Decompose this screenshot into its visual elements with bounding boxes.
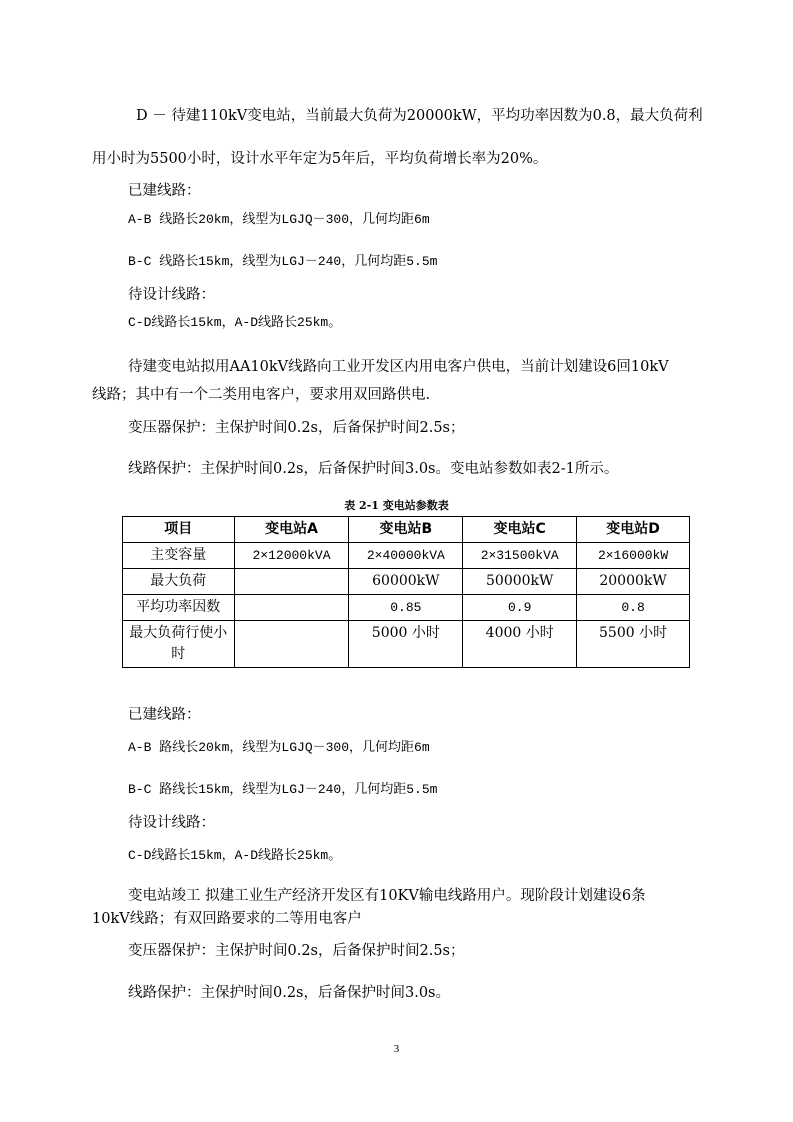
line-bc-2: B-C 路线长15km，线型为LGJ－240，几何均距5.5m [128,782,438,797]
table-row [123,569,690,595]
line-cd-ad: C-D线路长15km，A-D线路长25km。 [128,315,342,330]
heading-design-lines-2: 待设计线路： [128,815,215,831]
heading-built-lines-2: 已建线路： [128,707,201,723]
table-cell: 2×40000kVA [349,543,463,569]
table-cell: 5000 小时 [349,621,463,668]
line-ab: A-B 线路长20km，线型为LGJQ－300，几何均距6m [128,212,430,227]
table-cell [234,621,349,668]
paragraph-substation-completion: 变电站竣工 拟建工业生产经济开发区有10KV输电线路用户。现阶段计划建设6条 [128,888,646,904]
table-row [123,595,690,621]
table-caption: 表 2-1 变电站参数表 [344,499,449,512]
table-cell: 0.8 [577,595,690,621]
line-ab-2: A-B 路线长20km，线型为LGJQ－300，几何均距6m [128,740,430,755]
page-number: 3 [393,1043,400,1055]
line-cd-ad-2: C-D线路长15km，A-D线路长25km。 [128,848,342,863]
paragraph-supply-plan: 待建变电站拟用AA10kV线路向工业开发区内用电客户供电，当前计划建设6回10kV [128,359,669,375]
table-cell: 2×31500kVA [463,543,577,569]
paragraph-line-protection: 线路保护：主保护时间0.2s，后备保护时间3.0s。变电站参数如表2-1所示。 [128,461,619,477]
substation-parameter-table [122,516,690,668]
table-header-cell: 变电站D [577,517,690,543]
table-cell [234,595,349,621]
table-cell: 最大负荷行使小时 [123,621,235,668]
table-header-cell: 变电站A [234,517,349,543]
paragraph-line-protection-2: 线路保护：主保护时间0.2s，后备保护时间3.0s。 [128,985,451,1001]
paragraph-supply-plan-cont: 线路；其中有一个二类用电客户，要求用双回路供电. [92,387,431,403]
table-cell: 50000kW [463,569,577,595]
table-row [123,543,690,569]
paragraph-substation-d-intro: D － 待建110kV变电站，当前最大负荷为20000kW，平均功率因数为0.8，最大负荷利 [136,108,703,124]
table-cell: 4000 小时 [463,621,577,668]
table-cell: 5500 小时 [577,621,690,668]
table-cell [234,569,349,595]
table-cell: 主变容量 [123,543,235,569]
paragraph-transformer-protection-2: 变压器保护：主保护时间0.2s，后备保护时间2.5s； [128,943,465,959]
table-cell: 20000kW [577,569,690,595]
table-cell: 最大负荷 [123,569,235,595]
table-cell: 2×16000kW [577,543,690,569]
table-header-cell: 变电站C [463,517,577,543]
table-cell: 平均功率因数 [123,595,235,621]
paragraph-substation-completion-cont: 10kV线路；有双回路要求的二等用电客户 [92,911,362,927]
line-bc: B-C 线路长15km，线型为LGJ－240，几何均距5.5m [128,254,438,269]
table-cell: 60000kW [349,569,463,595]
table-header-cell: 项目 [123,517,235,543]
heading-built-lines: 已建线路： [128,183,201,199]
paragraph-transformer-protection: 变压器保护：主保护时间0.2s，后备保护时间2.5s； [128,420,465,436]
table-cell: 2×12000kVA [234,543,349,569]
heading-design-lines: 待设计线路： [128,287,215,303]
table-header-row [123,517,690,543]
table-row [123,621,690,668]
table-cell: 0.9 [463,595,577,621]
paragraph-load-hours: 用小时为5500小时，设计水平年定为5年后，平均负荷增长率为20%。 [92,151,548,167]
table-header-cell: 变电站B [349,517,463,543]
table-cell: 0.85 [349,595,463,621]
